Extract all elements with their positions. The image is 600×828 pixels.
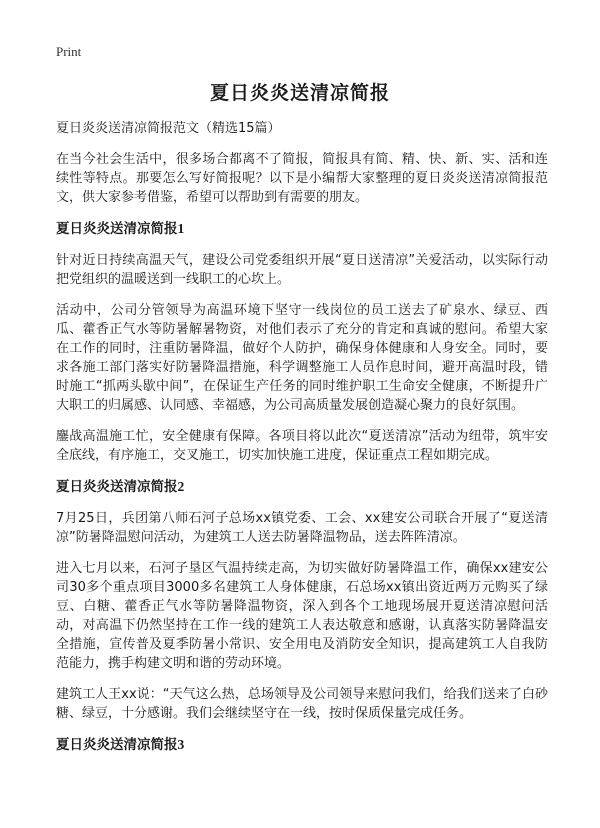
section-heading-text: 夏日炎炎送清凉简报 [56,221,178,237]
section-1-paragraph-2: 活动中，公司分管领导为高温环境下坚守一线岗位的员工送去了矿泉水、绿豆、西瓜、藿香正气水等防暑解暑物资，对他们表示了充分的肯定和真诚的慰问。希望大家在工作的同时，注重防暑降温，做好个人防护，确保身体健康和人身安全。同时，要求各施工部门落实好防暑降温措施，科学调整施工人员作息时间，避开高温时段，错时施工“抓两头歇中间”，在保证生产任务的同时维护职工生命安全健康，不断提升广大职工的归属感、认同感、幸福感，为公司高质量发展创造凝心聚力的良好氛围。 [56,303,548,413]
section-heading-text: 夏日炎炎送清凉简报 [56,737,178,753]
section-heading-2 [56,477,548,497]
section-2-paragraph-3: 建筑工人王xx说：“天气这么热，总场领导及公司领导来慰问我们，给我们送来了白砂糖、绿豆，十分感谢。我们会继续坚守在一线，按时保质保量完成任务。 [56,687,548,721]
article-body [56,120,548,767]
page-title: 夏日炎炎送清凉简报 [209,82,390,104]
section-heading-1 [56,219,548,239]
section-1-paragraph-3: 鏖战高温施工忙，安全健康有保障。各项目将以此次“夏送清凉”活动为纽带，筑牢安全底线，有序施工，交叉施工，切实加快施工进度，保证重点工程如期完成。 [56,429,548,463]
section-heading-3 [56,735,548,755]
section-number: 3 [177,737,185,752]
section-1-paragraph-1: 针对近日持续高温天气，建设公司党委组织开展“夏日送清凉”关爱活动，以实际行动把党组织的温暖送到一线职工的心坎上。 [56,253,548,287]
section-number: 1 [177,221,185,236]
section-number: 2 [177,479,185,494]
article-subtitle: 夏日炎炎送清凉简报范文（精选15篇） [56,121,281,136]
intro-paragraph: 在当今社会生活中，很多场合都离不了简报，简报具有简、精、快、新、实、活和连续性等特点。那要怎么写好简报呢？以下是小编帮大家整理的夏日炎炎送清凉简报范文，供大家参考借鉴，希望可以帮助到有需要的朋友。 [56,152,548,205]
section-heading-text: 夏日炎炎送清凉简报 [56,479,178,495]
section-2-paragraph-2: 进入七月以来，石河子垦区气温持续走高，为切实做好防暑降温工作，确保xx建安公司30多个重点项目3000多名建筑工人身体健康，石总场xx镇出资近两万元购买了绿豆、白糖、藿香正气水等防暑降温物资，深入到各个工地现场展开夏送清凉慰问活动，对高温下仍然坚持在工作一线的建筑工人表达敬意和感谢，认真落实防暑降温安全措施，宣传普及夏季防暑小常识、安全用电及消防安全知识，提高建筑工人自我防范能力，携手构建文明和谐的劳动环境。 [56,561,548,671]
section-2-paragraph-1: 7月25日，兵团第八师石河子总场xx镇党委、工会、xx建安公司联合开展了“夏送清凉”防暑降温慰问活动，为建筑工人送去防暑降温物品，送去阵阵清凉。 [56,511,548,545]
print-link[interactable]: Print [56,44,82,59]
